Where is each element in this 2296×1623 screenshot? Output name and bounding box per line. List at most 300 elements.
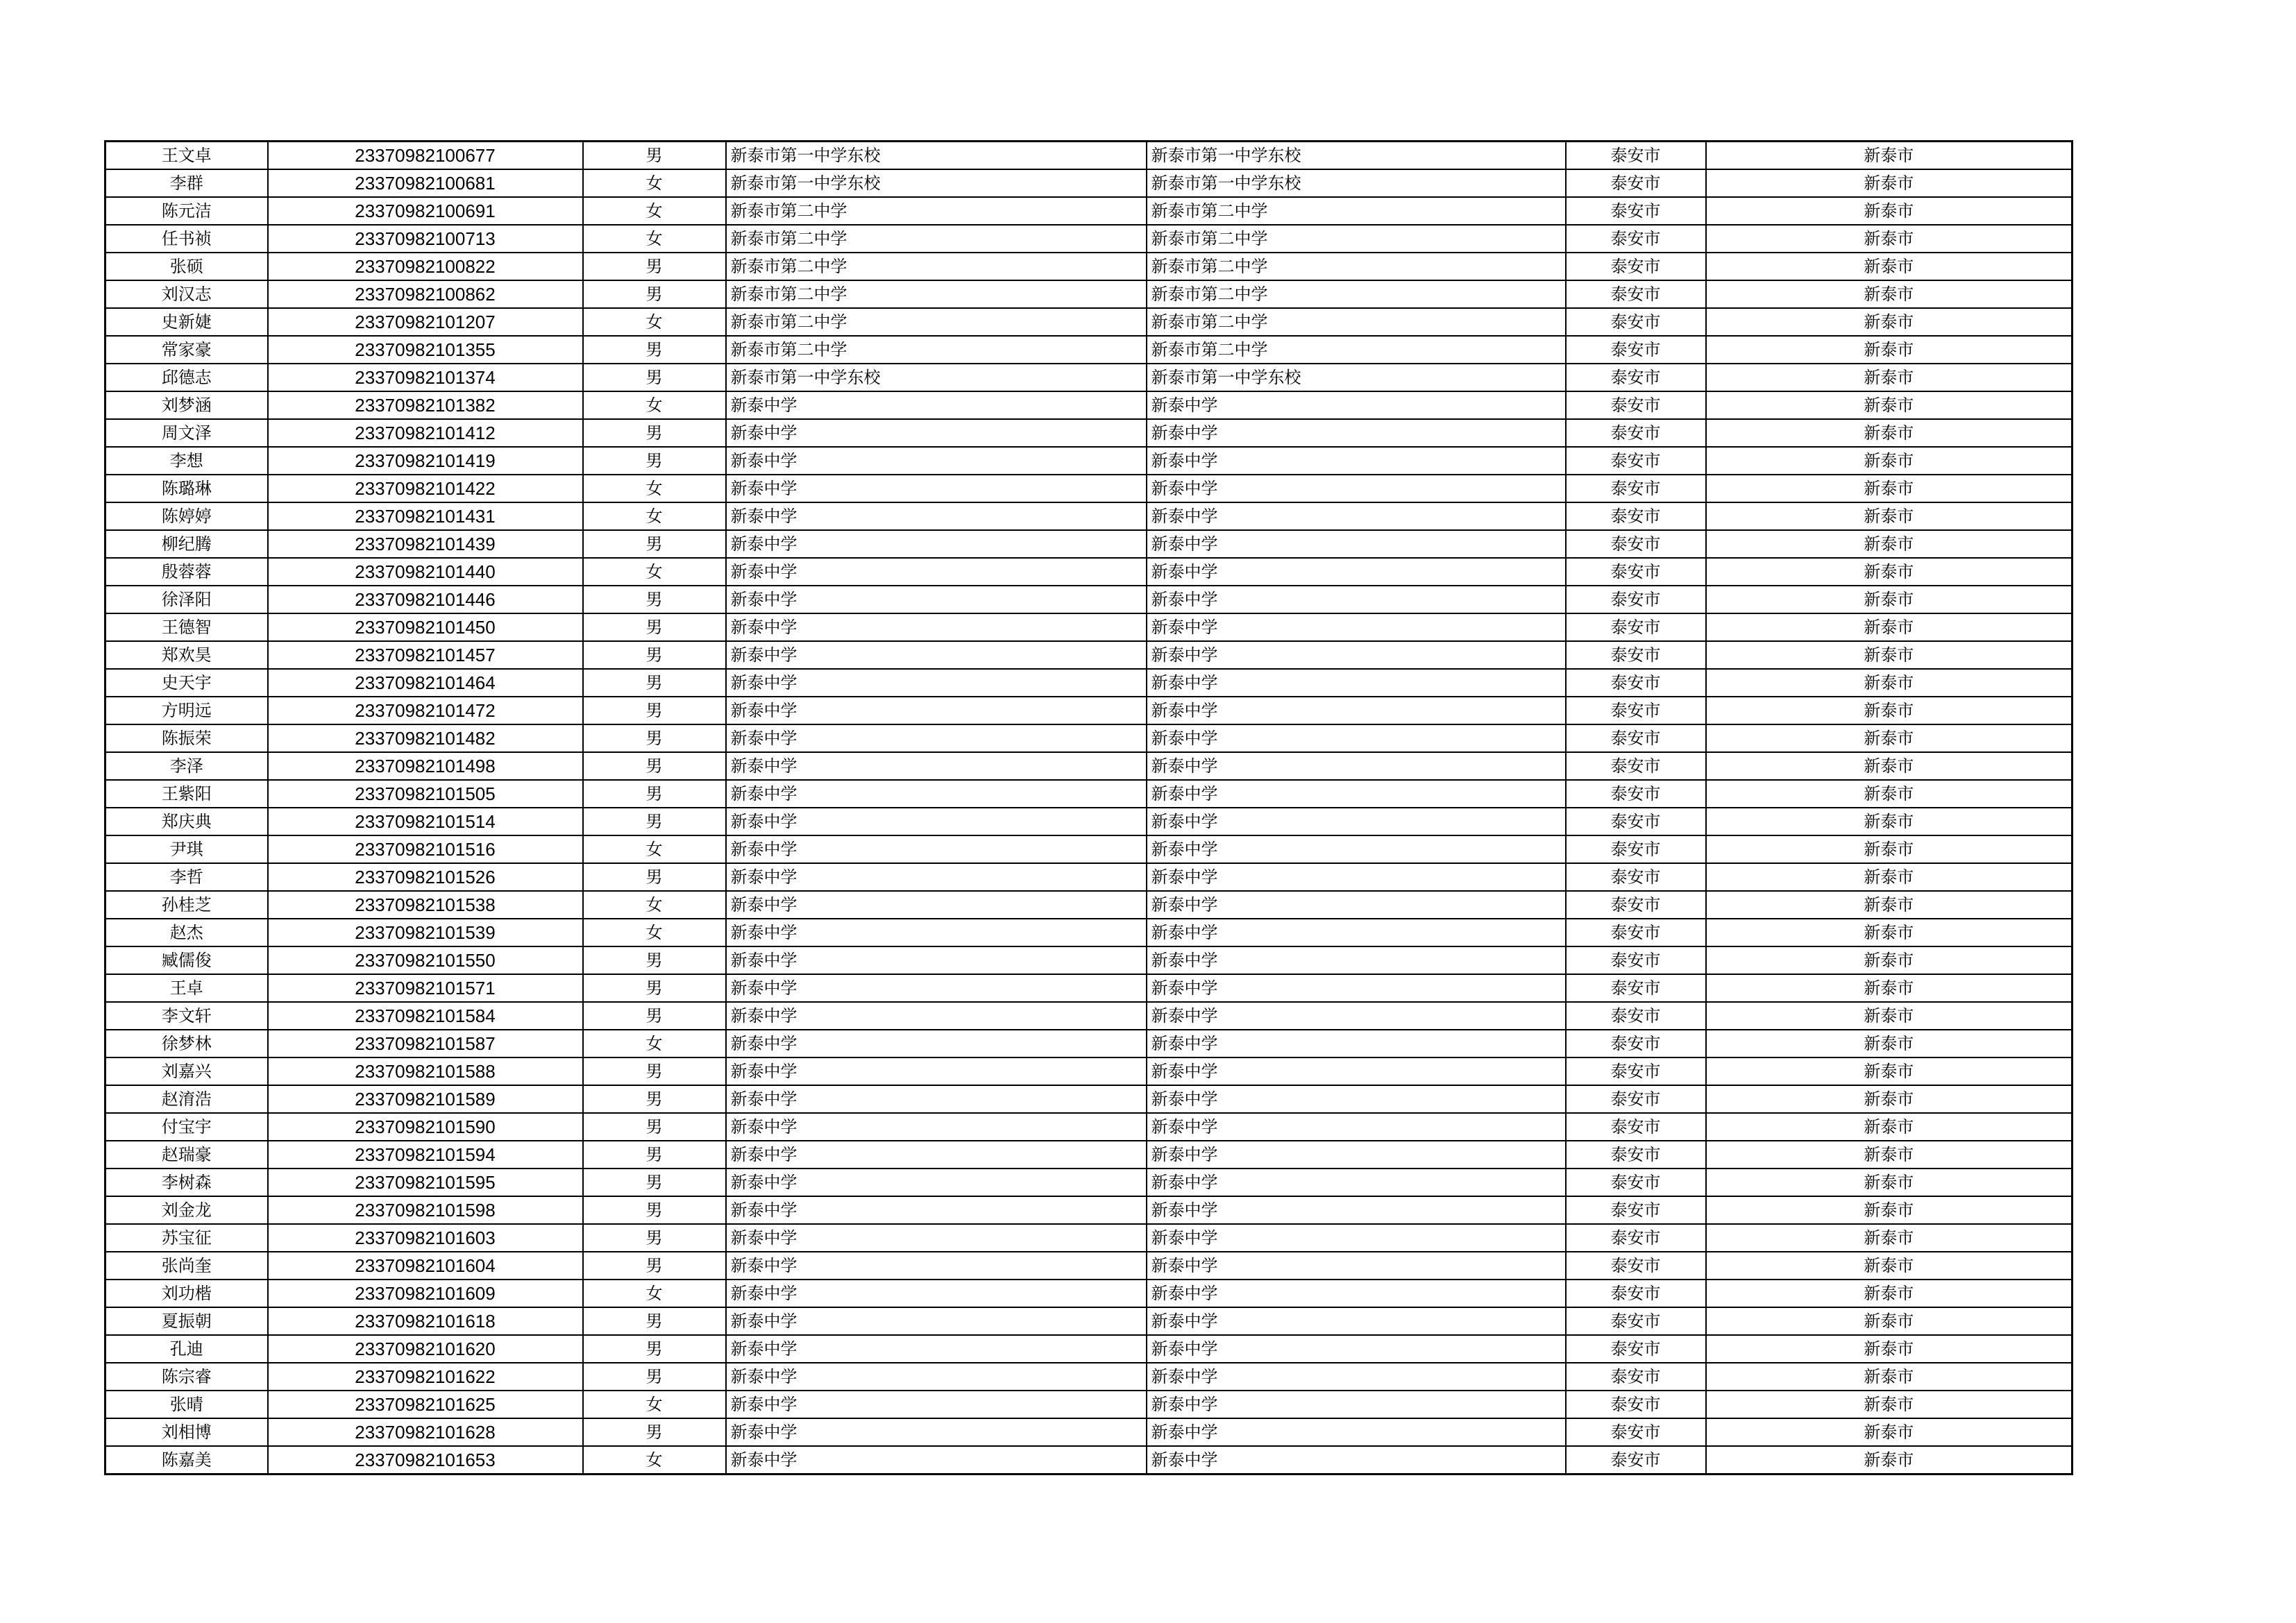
city-cell: 泰安市 (1566, 1169, 1706, 1196)
county-cell: 新泰市 (1706, 669, 2073, 697)
county-cell: 新泰市 (1706, 225, 2073, 253)
city-cell: 泰安市 (1566, 724, 1706, 752)
table-row (105, 1391, 2073, 1418)
gender-cell: 男 (583, 974, 726, 1002)
gender-cell: 女 (583, 197, 726, 225)
table-row (105, 613, 2073, 641)
county-cell: 新泰市 (1706, 1307, 2073, 1335)
exam-id-cell: 23370982101539 (268, 919, 583, 946)
gender-cell: 男 (583, 1057, 726, 1085)
city-cell: 泰安市 (1566, 419, 1706, 447)
school-exam-site-cell: 新泰中学 (1147, 475, 1566, 502)
school-cell: 新泰中学 (726, 835, 1147, 863)
county-cell: 新泰市 (1706, 1335, 2073, 1363)
student-name-cell: 李哲 (105, 863, 268, 891)
school-cell: 新泰中学 (726, 1391, 1147, 1418)
city-cell: 泰安市 (1566, 835, 1706, 863)
city-cell: 泰安市 (1566, 974, 1706, 1002)
school-cell: 新泰中学 (726, 1446, 1147, 1475)
county-cell: 新泰市 (1706, 974, 2073, 1002)
table-row (105, 780, 2073, 808)
city-cell: 泰安市 (1566, 1307, 1706, 1335)
gender-cell: 女 (583, 1391, 726, 1418)
school-cell: 新泰中学 (726, 502, 1147, 530)
exam-id-cell: 23370982101653 (268, 1446, 583, 1475)
city-cell: 泰安市 (1566, 1391, 1706, 1418)
table-row (105, 1113, 2073, 1141)
school-exam-site-cell: 新泰中学 (1147, 891, 1566, 919)
school-exam-site-cell: 新泰中学 (1147, 752, 1566, 780)
exam-id-cell: 23370982101419 (268, 447, 583, 475)
county-cell: 新泰市 (1706, 475, 2073, 502)
school-cell: 新泰中学 (726, 863, 1147, 891)
city-cell: 泰安市 (1566, 641, 1706, 669)
gender-cell: 男 (583, 253, 726, 280)
school-cell: 新泰中学 (726, 1113, 1147, 1141)
table-row (105, 669, 2073, 697)
county-cell: 新泰市 (1706, 641, 2073, 669)
city-cell: 泰安市 (1566, 1030, 1706, 1057)
city-cell: 泰安市 (1566, 225, 1706, 253)
school-cell: 新泰市第二中学 (726, 308, 1147, 336)
school-exam-site-cell: 新泰中学 (1147, 919, 1566, 946)
exam-id-cell: 23370982101590 (268, 1113, 583, 1141)
school-cell: 新泰中学 (726, 1141, 1147, 1169)
school-cell: 新泰市第一中学东校 (726, 142, 1147, 170)
school-exam-site-cell: 新泰中学 (1147, 447, 1566, 475)
city-cell: 泰安市 (1566, 1196, 1706, 1224)
student-name-cell: 孔迪 (105, 1335, 268, 1363)
gender-cell: 男 (583, 1363, 726, 1391)
school-exam-site-cell: 新泰中学 (1147, 1252, 1566, 1280)
student-name-cell: 孙桂芝 (105, 891, 268, 919)
exam-id-cell: 23370982100713 (268, 225, 583, 253)
school-exam-site-cell: 新泰市第二中学 (1147, 308, 1566, 336)
table-row (105, 1252, 2073, 1280)
exam-id-cell: 23370982100862 (268, 280, 583, 308)
school-cell: 新泰中学 (726, 475, 1147, 502)
school-exam-site-cell: 新泰市第一中学东校 (1147, 364, 1566, 391)
county-cell: 新泰市 (1706, 1169, 2073, 1196)
school-exam-site-cell: 新泰中学 (1147, 1280, 1566, 1307)
county-cell: 新泰市 (1706, 1196, 2073, 1224)
school-exam-site-cell: 新泰中学 (1147, 1113, 1566, 1141)
city-cell: 泰安市 (1566, 1002, 1706, 1030)
county-cell: 新泰市 (1706, 391, 2073, 419)
student-name-cell: 刘功楷 (105, 1280, 268, 1307)
school-exam-site-cell: 新泰市第二中学 (1147, 197, 1566, 225)
gender-cell: 男 (583, 752, 726, 780)
school-exam-site-cell: 新泰中学 (1147, 1085, 1566, 1113)
school-exam-site-cell: 新泰中学 (1147, 502, 1566, 530)
school-cell: 新泰中学 (726, 1085, 1147, 1113)
exam-id-cell: 23370982100677 (268, 142, 583, 170)
student-name-cell: 刘金龙 (105, 1196, 268, 1224)
school-exam-site-cell: 新泰中学 (1147, 835, 1566, 863)
city-cell: 泰安市 (1566, 1057, 1706, 1085)
school-exam-site-cell: 新泰中学 (1147, 1335, 1566, 1363)
school-exam-site-cell: 新泰中学 (1147, 863, 1566, 891)
school-exam-site-cell: 新泰中学 (1147, 641, 1566, 669)
city-cell: 泰安市 (1566, 808, 1706, 835)
student-name-cell: 赵淯浩 (105, 1085, 268, 1113)
exam-id-cell: 23370982101550 (268, 946, 583, 974)
table-row (105, 1224, 2073, 1252)
table-row (105, 891, 2073, 919)
exam-id-cell: 23370982101412 (268, 419, 583, 447)
city-cell: 泰安市 (1566, 1418, 1706, 1446)
city-cell: 泰安市 (1566, 475, 1706, 502)
school-exam-site-cell: 新泰中学 (1147, 1002, 1566, 1030)
school-cell: 新泰中学 (726, 641, 1147, 669)
school-exam-site-cell: 新泰中学 (1147, 419, 1566, 447)
student-name-cell: 王德智 (105, 613, 268, 641)
student-name-cell: 陈婷婷 (105, 502, 268, 530)
city-cell: 泰安市 (1566, 780, 1706, 808)
student-name-cell: 任书祯 (105, 225, 268, 253)
school-exam-site-cell: 新泰市第二中学 (1147, 225, 1566, 253)
exam-id-cell: 23370982101609 (268, 1280, 583, 1307)
table-row (105, 1363, 2073, 1391)
school-cell: 新泰中学 (726, 1363, 1147, 1391)
student-name-cell: 王文卓 (105, 142, 268, 170)
table-row (105, 502, 2073, 530)
school-cell: 新泰市第二中学 (726, 253, 1147, 280)
table-row (105, 641, 2073, 669)
county-cell: 新泰市 (1706, 1252, 2073, 1280)
exam-id-cell: 23370982101603 (268, 1224, 583, 1252)
exam-id-cell: 23370982101604 (268, 1252, 583, 1280)
student-name-cell: 刘梦涵 (105, 391, 268, 419)
exam-id-cell: 23370982100822 (268, 253, 583, 280)
county-cell: 新泰市 (1706, 586, 2073, 613)
roster-table-body (105, 142, 2073, 1475)
student-name-cell: 王紫阳 (105, 780, 268, 808)
school-exam-site-cell: 新泰中学 (1147, 669, 1566, 697)
exam-id-cell: 23370982101587 (268, 1030, 583, 1057)
school-exam-site-cell: 新泰中学 (1147, 391, 1566, 419)
county-cell: 新泰市 (1706, 1224, 2073, 1252)
student-name-cell: 李泽 (105, 752, 268, 780)
table-row (105, 752, 2073, 780)
county-cell: 新泰市 (1706, 613, 2073, 641)
exam-id-cell: 23370982101207 (268, 308, 583, 336)
school-exam-site-cell: 新泰中学 (1147, 1141, 1566, 1169)
student-name-cell: 李想 (105, 447, 268, 475)
county-cell: 新泰市 (1706, 280, 2073, 308)
student-name-cell: 徐梦林 (105, 1030, 268, 1057)
gender-cell: 男 (583, 724, 726, 752)
exam-id-cell: 23370982101446 (268, 586, 583, 613)
city-cell: 泰安市 (1566, 364, 1706, 391)
exam-id-cell: 23370982101628 (268, 1418, 583, 1446)
city-cell: 泰安市 (1566, 197, 1706, 225)
gender-cell: 男 (583, 1418, 726, 1446)
school-cell: 新泰中学 (726, 946, 1147, 974)
county-cell: 新泰市 (1706, 1113, 2073, 1141)
school-cell: 新泰中学 (726, 419, 1147, 447)
table-row (105, 1002, 2073, 1030)
table-row (105, 1141, 2073, 1169)
table-row (105, 835, 2073, 863)
student-name-cell: 赵杰 (105, 919, 268, 946)
gender-cell: 男 (583, 863, 726, 891)
exam-id-cell: 23370982101464 (268, 669, 583, 697)
table-row (105, 586, 2073, 613)
gender-cell: 女 (583, 169, 726, 197)
county-cell: 新泰市 (1706, 697, 2073, 724)
county-cell: 新泰市 (1706, 419, 2073, 447)
city-cell: 泰安市 (1566, 586, 1706, 613)
gender-cell: 男 (583, 530, 726, 558)
gender-cell: 女 (583, 475, 726, 502)
gender-cell: 男 (583, 697, 726, 724)
exam-id-cell: 23370982100681 (268, 169, 583, 197)
table-row (105, 974, 2073, 1002)
school-cell: 新泰中学 (726, 1307, 1147, 1335)
table-row (105, 391, 2073, 419)
city-cell: 泰安市 (1566, 253, 1706, 280)
city-cell: 泰安市 (1566, 1141, 1706, 1169)
student-name-cell: 陈嘉美 (105, 1446, 268, 1475)
county-cell: 新泰市 (1706, 447, 2073, 475)
student-name-cell: 陈元洁 (105, 197, 268, 225)
exam-id-cell: 23370982101594 (268, 1141, 583, 1169)
city-cell: 泰安市 (1566, 1113, 1706, 1141)
city-cell: 泰安市 (1566, 946, 1706, 974)
student-name-cell: 苏宝征 (105, 1224, 268, 1252)
city-cell: 泰安市 (1566, 1252, 1706, 1280)
school-exam-site-cell: 新泰市第二中学 (1147, 253, 1566, 280)
student-name-cell: 殷蓉蓉 (105, 558, 268, 586)
county-cell: 新泰市 (1706, 530, 2073, 558)
exam-id-cell: 23370982101505 (268, 780, 583, 808)
exam-id-cell: 23370982101526 (268, 863, 583, 891)
gender-cell: 女 (583, 919, 726, 946)
gender-cell: 男 (583, 1002, 726, 1030)
school-cell: 新泰中学 (726, 724, 1147, 752)
city-cell: 泰安市 (1566, 891, 1706, 919)
exam-id-cell: 23370982101355 (268, 336, 583, 364)
county-cell: 新泰市 (1706, 142, 2073, 170)
exam-id-cell: 23370982101450 (268, 613, 583, 641)
county-cell: 新泰市 (1706, 780, 2073, 808)
county-cell: 新泰市 (1706, 1391, 2073, 1418)
student-name-cell: 付宝宇 (105, 1113, 268, 1141)
student-name-cell: 李群 (105, 169, 268, 197)
table-row (105, 225, 2073, 253)
table-row (105, 946, 2073, 974)
student-name-cell: 张尚奎 (105, 1252, 268, 1280)
exam-id-cell: 23370982101588 (268, 1057, 583, 1085)
school-cell: 新泰中学 (726, 974, 1147, 1002)
school-exam-site-cell: 新泰中学 (1147, 697, 1566, 724)
city-cell: 泰安市 (1566, 863, 1706, 891)
student-name-cell: 周文泽 (105, 419, 268, 447)
table-row (105, 142, 2073, 170)
exam-id-cell: 23370982101482 (268, 724, 583, 752)
student-name-cell: 柳纪腾 (105, 530, 268, 558)
gender-cell: 女 (583, 502, 726, 530)
gender-cell: 男 (583, 336, 726, 364)
exam-id-cell: 23370982101440 (268, 558, 583, 586)
city-cell: 泰安市 (1566, 336, 1706, 364)
school-cell: 新泰中学 (726, 891, 1147, 919)
school-exam-site-cell: 新泰中学 (1147, 530, 1566, 558)
city-cell: 泰安市 (1566, 613, 1706, 641)
school-cell: 新泰中学 (726, 1335, 1147, 1363)
table-row (105, 253, 2073, 280)
school-exam-site-cell: 新泰中学 (1147, 946, 1566, 974)
school-cell: 新泰市第二中学 (726, 336, 1147, 364)
county-cell: 新泰市 (1706, 1057, 2073, 1085)
city-cell: 泰安市 (1566, 391, 1706, 419)
table-row (105, 724, 2073, 752)
gender-cell: 男 (583, 1169, 726, 1196)
county-cell: 新泰市 (1706, 169, 2073, 197)
table-row (105, 1307, 2073, 1335)
gender-cell: 男 (583, 808, 726, 835)
county-cell: 新泰市 (1706, 1363, 2073, 1391)
table-row (105, 447, 2073, 475)
gender-cell: 男 (583, 364, 726, 391)
exam-id-cell: 23370982101598 (268, 1196, 583, 1224)
table-row (105, 1030, 2073, 1057)
school-cell: 新泰中学 (726, 586, 1147, 613)
gender-cell: 女 (583, 225, 726, 253)
gender-cell: 女 (583, 1446, 726, 1475)
student-name-cell: 刘相博 (105, 1418, 268, 1446)
city-cell: 泰安市 (1566, 1363, 1706, 1391)
exam-id-cell: 23370982101538 (268, 891, 583, 919)
county-cell: 新泰市 (1706, 919, 2073, 946)
gender-cell: 男 (583, 1085, 726, 1113)
school-exam-site-cell: 新泰市第二中学 (1147, 336, 1566, 364)
student-name-cell: 李树森 (105, 1169, 268, 1196)
gender-cell: 男 (583, 1113, 726, 1141)
city-cell: 泰安市 (1566, 1280, 1706, 1307)
gender-cell: 女 (583, 391, 726, 419)
school-cell: 新泰中学 (726, 1169, 1147, 1196)
gender-cell: 男 (583, 641, 726, 669)
city-cell: 泰安市 (1566, 1085, 1706, 1113)
county-cell: 新泰市 (1706, 1446, 2073, 1475)
county-cell: 新泰市 (1706, 336, 2073, 364)
gender-cell: 男 (583, 780, 726, 808)
school-cell: 新泰中学 (726, 752, 1147, 780)
gender-cell: 男 (583, 1335, 726, 1363)
school-cell: 新泰中学 (726, 697, 1147, 724)
exam-id-cell: 23370982101618 (268, 1307, 583, 1335)
city-cell: 泰安市 (1566, 919, 1706, 946)
county-cell: 新泰市 (1706, 1141, 2073, 1169)
school-exam-site-cell: 新泰中学 (1147, 613, 1566, 641)
city-cell: 泰安市 (1566, 308, 1706, 336)
county-cell: 新泰市 (1706, 1085, 2073, 1113)
gender-cell: 男 (583, 1307, 726, 1335)
school-cell: 新泰中学 (726, 808, 1147, 835)
student-name-cell: 方明远 (105, 697, 268, 724)
school-exam-site-cell: 新泰中学 (1147, 1391, 1566, 1418)
exam-id-cell: 23370982101625 (268, 1391, 583, 1418)
gender-cell: 女 (583, 558, 726, 586)
county-cell: 新泰市 (1706, 253, 2073, 280)
county-cell: 新泰市 (1706, 835, 2073, 863)
exam-id-cell: 23370982101374 (268, 364, 583, 391)
county-cell: 新泰市 (1706, 1418, 2073, 1446)
city-cell: 泰安市 (1566, 669, 1706, 697)
gender-cell: 女 (583, 1030, 726, 1057)
table-row (105, 197, 2073, 225)
city-cell: 泰安市 (1566, 502, 1706, 530)
student-name-cell: 赵瑞豪 (105, 1141, 268, 1169)
table-row (105, 1280, 2073, 1307)
student-name-cell: 夏振朝 (105, 1307, 268, 1335)
table-row (105, 558, 2073, 586)
city-cell: 泰安市 (1566, 558, 1706, 586)
gender-cell: 男 (583, 280, 726, 308)
school-cell: 新泰中学 (726, 391, 1147, 419)
gender-cell: 男 (583, 946, 726, 974)
gender-cell: 女 (583, 1280, 726, 1307)
exam-id-cell: 23370982101620 (268, 1335, 583, 1363)
student-name-cell: 郑庆典 (105, 808, 268, 835)
table-row (105, 808, 2073, 835)
exam-id-cell: 23370982101516 (268, 835, 583, 863)
table-row (105, 308, 2073, 336)
school-exam-site-cell: 新泰市第一中学东校 (1147, 142, 1566, 170)
exam-id-cell: 23370982101472 (268, 697, 583, 724)
school-cell: 新泰中学 (726, 530, 1147, 558)
table-row (105, 1418, 2073, 1446)
school-cell: 新泰中学 (726, 1196, 1147, 1224)
exam-id-cell: 23370982101422 (268, 475, 583, 502)
student-name-cell: 陈振荣 (105, 724, 268, 752)
student-name-cell: 刘嘉兴 (105, 1057, 268, 1085)
school-cell: 新泰市第二中学 (726, 225, 1147, 253)
student-name-cell: 郑欢昊 (105, 641, 268, 669)
gender-cell: 男 (583, 419, 726, 447)
county-cell: 新泰市 (1706, 946, 2073, 974)
school-cell: 新泰中学 (726, 1252, 1147, 1280)
school-exam-site-cell: 新泰中学 (1147, 586, 1566, 613)
county-cell: 新泰市 (1706, 502, 2073, 530)
exam-id-cell: 23370982101584 (268, 1002, 583, 1030)
table-row (105, 530, 2073, 558)
gender-cell: 男 (583, 142, 726, 170)
gender-cell: 男 (583, 669, 726, 697)
roster-table (104, 140, 2073, 1475)
table-row (105, 863, 2073, 891)
city-cell: 泰安市 (1566, 697, 1706, 724)
county-cell: 新泰市 (1706, 724, 2073, 752)
exam-id-cell: 23370982101431 (268, 502, 583, 530)
city-cell: 泰安市 (1566, 447, 1706, 475)
gender-cell: 男 (583, 1196, 726, 1224)
school-exam-site-cell: 新泰中学 (1147, 1224, 1566, 1252)
city-cell: 泰安市 (1566, 142, 1706, 170)
school-exam-site-cell: 新泰中学 (1147, 1169, 1566, 1196)
gender-cell: 女 (583, 308, 726, 336)
county-cell: 新泰市 (1706, 891, 2073, 919)
exam-id-cell: 23370982101595 (268, 1169, 583, 1196)
school-cell: 新泰中学 (726, 919, 1147, 946)
exam-id-cell: 23370982101571 (268, 974, 583, 1002)
school-exam-site-cell: 新泰中学 (1147, 558, 1566, 586)
school-exam-site-cell: 新泰市第二中学 (1147, 280, 1566, 308)
school-cell: 新泰市第一中学东校 (726, 364, 1147, 391)
student-name-cell: 张晴 (105, 1391, 268, 1418)
